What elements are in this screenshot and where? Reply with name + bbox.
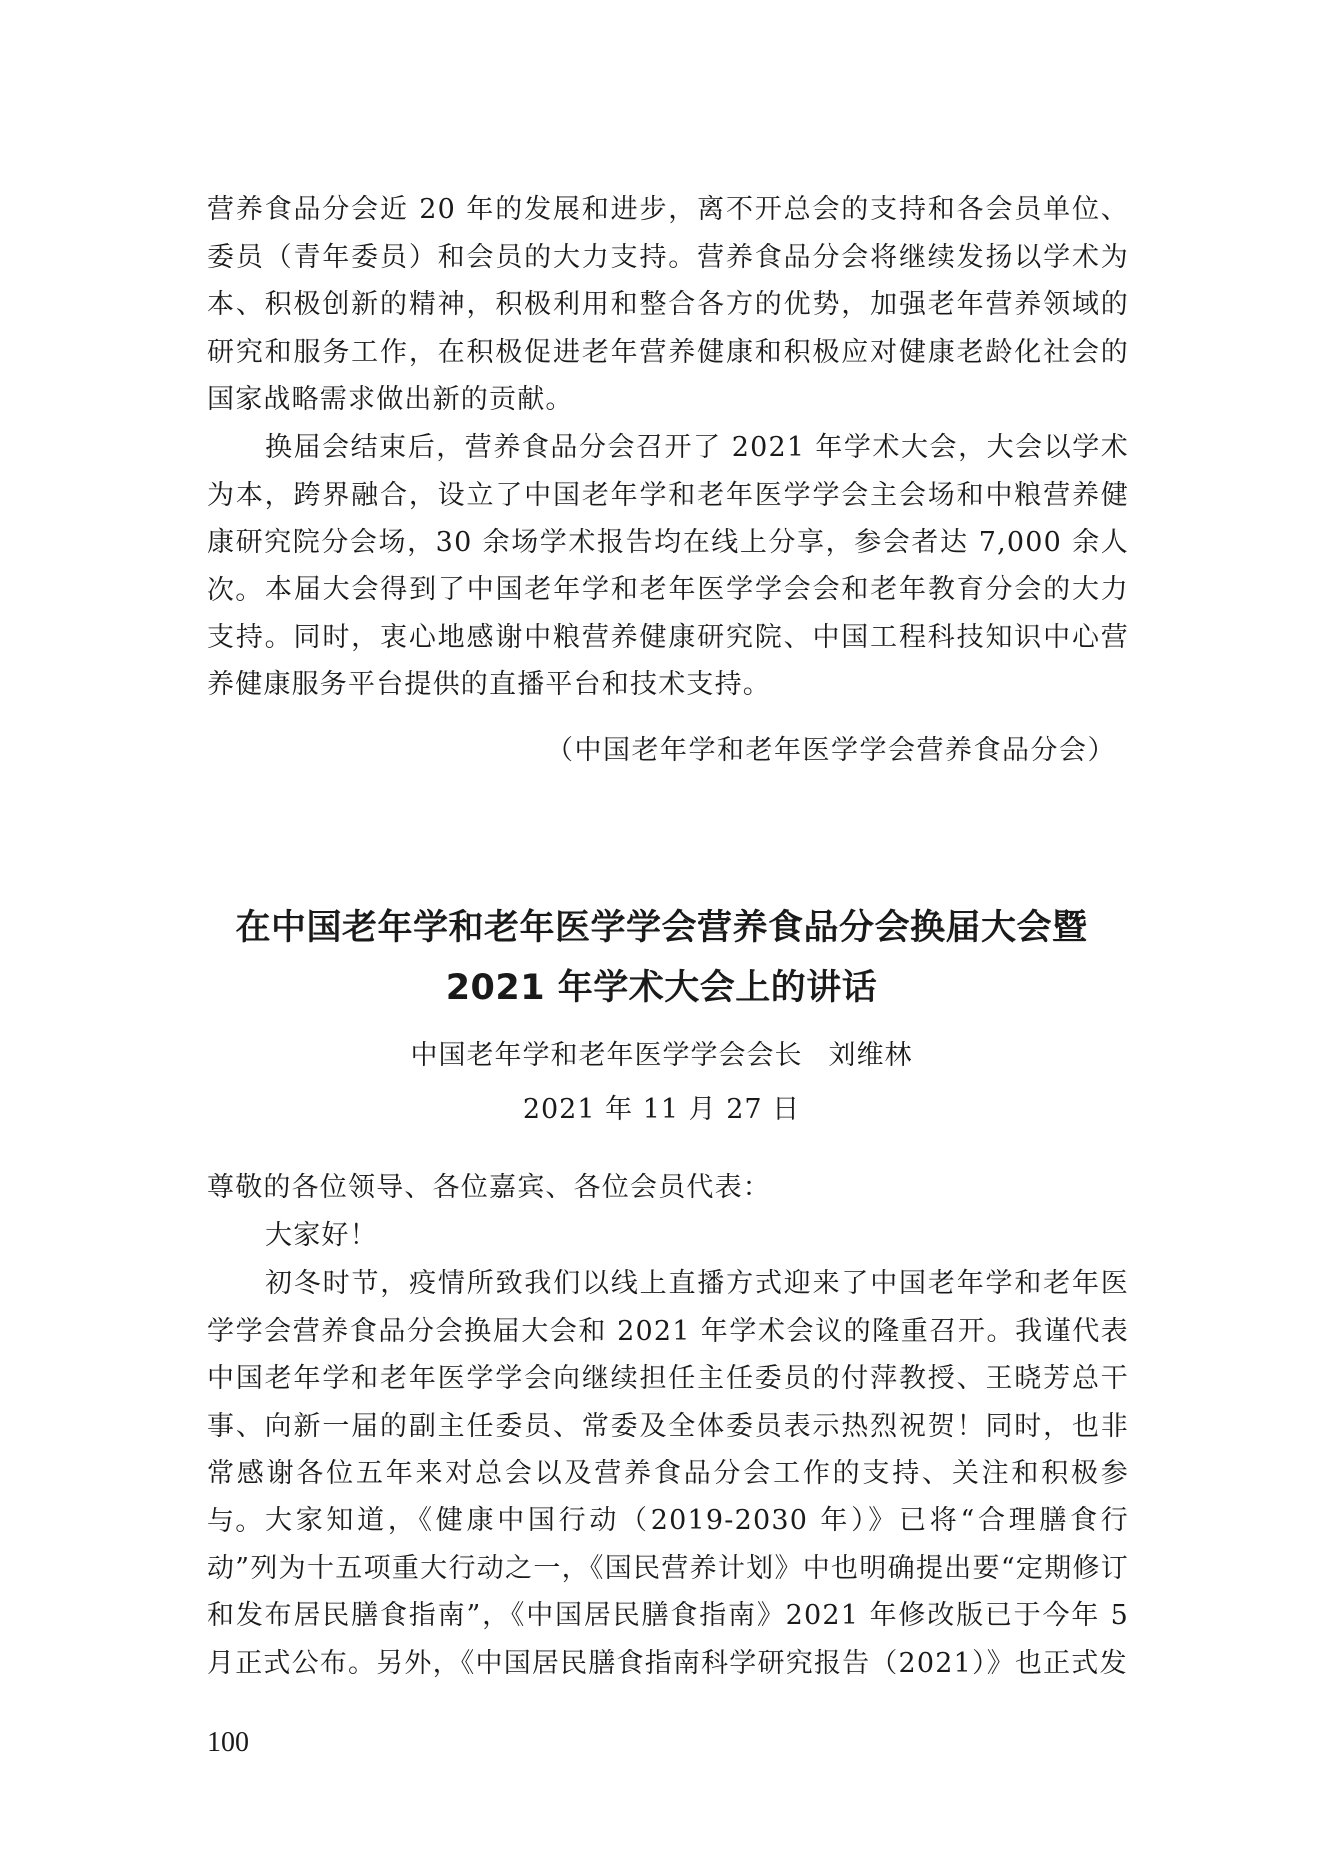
article-paragraph-1: 初冬时节，疫情所致我们以线上直播方式迎来了中国老年学和老年医学学会营养食品分会换届大会和 2021 年学术会议的隆重召开。我谨代表中国老年学和老年医学学会向继续担任主任委员的付萍教授、王晓芳总干事、向新一届的副主任委员、常委及全体委员表示热烈祝贺！同时，也非常感谢各位五年来对总会以及营养食品分会工作的支持、关注和积极参与。	[207, 1268, 1129, 1537]
article-title	[0, 898, 1323, 1018]
previous-article-paragraph-3: 本届大会得到了中国老年学和老年医学学会会和老年教育分会的大力支持。同时，衷心地感谢中粮营养健康研究院、中国工程科技知识中心营养健康服务平台提供的直播平台和技术支持。	[207, 574, 1129, 700]
previous-article-paragraph-2: 换届会结束后，营养食品分会召开了 2021 年学术大会，大会以学术为本，跨界融合，设立了中国老年学和老年医学学会主会场和中粮营养健康研究院分会场，30 余场学术报告均在线上分享，参会者达 7,000 余人次。	[207, 432, 1129, 606]
author-title: 中国老年学和老年医学学会会长	[410, 1040, 803, 1071]
greeting: 大家好！	[265, 1220, 378, 1251]
article-date: 2021 年 11 月 27 日	[522, 1094, 801, 1125]
previous-article-paragraph-1: 营养食品分会近 20 年的发展和进步，离不开总会的支持和各会员单位、委员（青年委员）和会员的大力支持。营养食品分会将继续发扬以学术为本、积极创新的精神，积极利用和整合各方的优势，加强老年营养领域的研究和服务工作，在积极促进老年营养健康和积极应对健康老龄化社会的国家战略需求做出新的贡献。	[207, 194, 1129, 415]
article-author	[0, 1033, 1323, 1072]
author-name: 刘维林	[828, 1040, 913, 1071]
previous-article-source: （中国老年学和老年医学学会营养食品分会）	[546, 735, 1116, 766]
article-paragraph-2: 大家知道，《健康中国行动（2019-2030 年）》已将“合理膳食行动”列为十五项重大行动之一，《国民营养计划》中也明确提出要“定期修订和发布居民膳食指南”，《中国居民膳食指南》2021 年修改版已于今年 5 月正式公布。另外，《中国居民膳食指南科学研究报告（2021）》也正式发	[207, 1505, 1129, 1679]
article-title-line-2: 2021 年学术大会上的讲话	[445, 968, 878, 1008]
page-number: 100	[207, 1727, 249, 1758]
salutation: 尊敬的各位领导、各位嘉宾、各位会员代表：	[207, 1172, 771, 1203]
article-title-line-1: 在中国老年学和老年医学学会营养食品分会换届大会暨	[235, 908, 1088, 948]
